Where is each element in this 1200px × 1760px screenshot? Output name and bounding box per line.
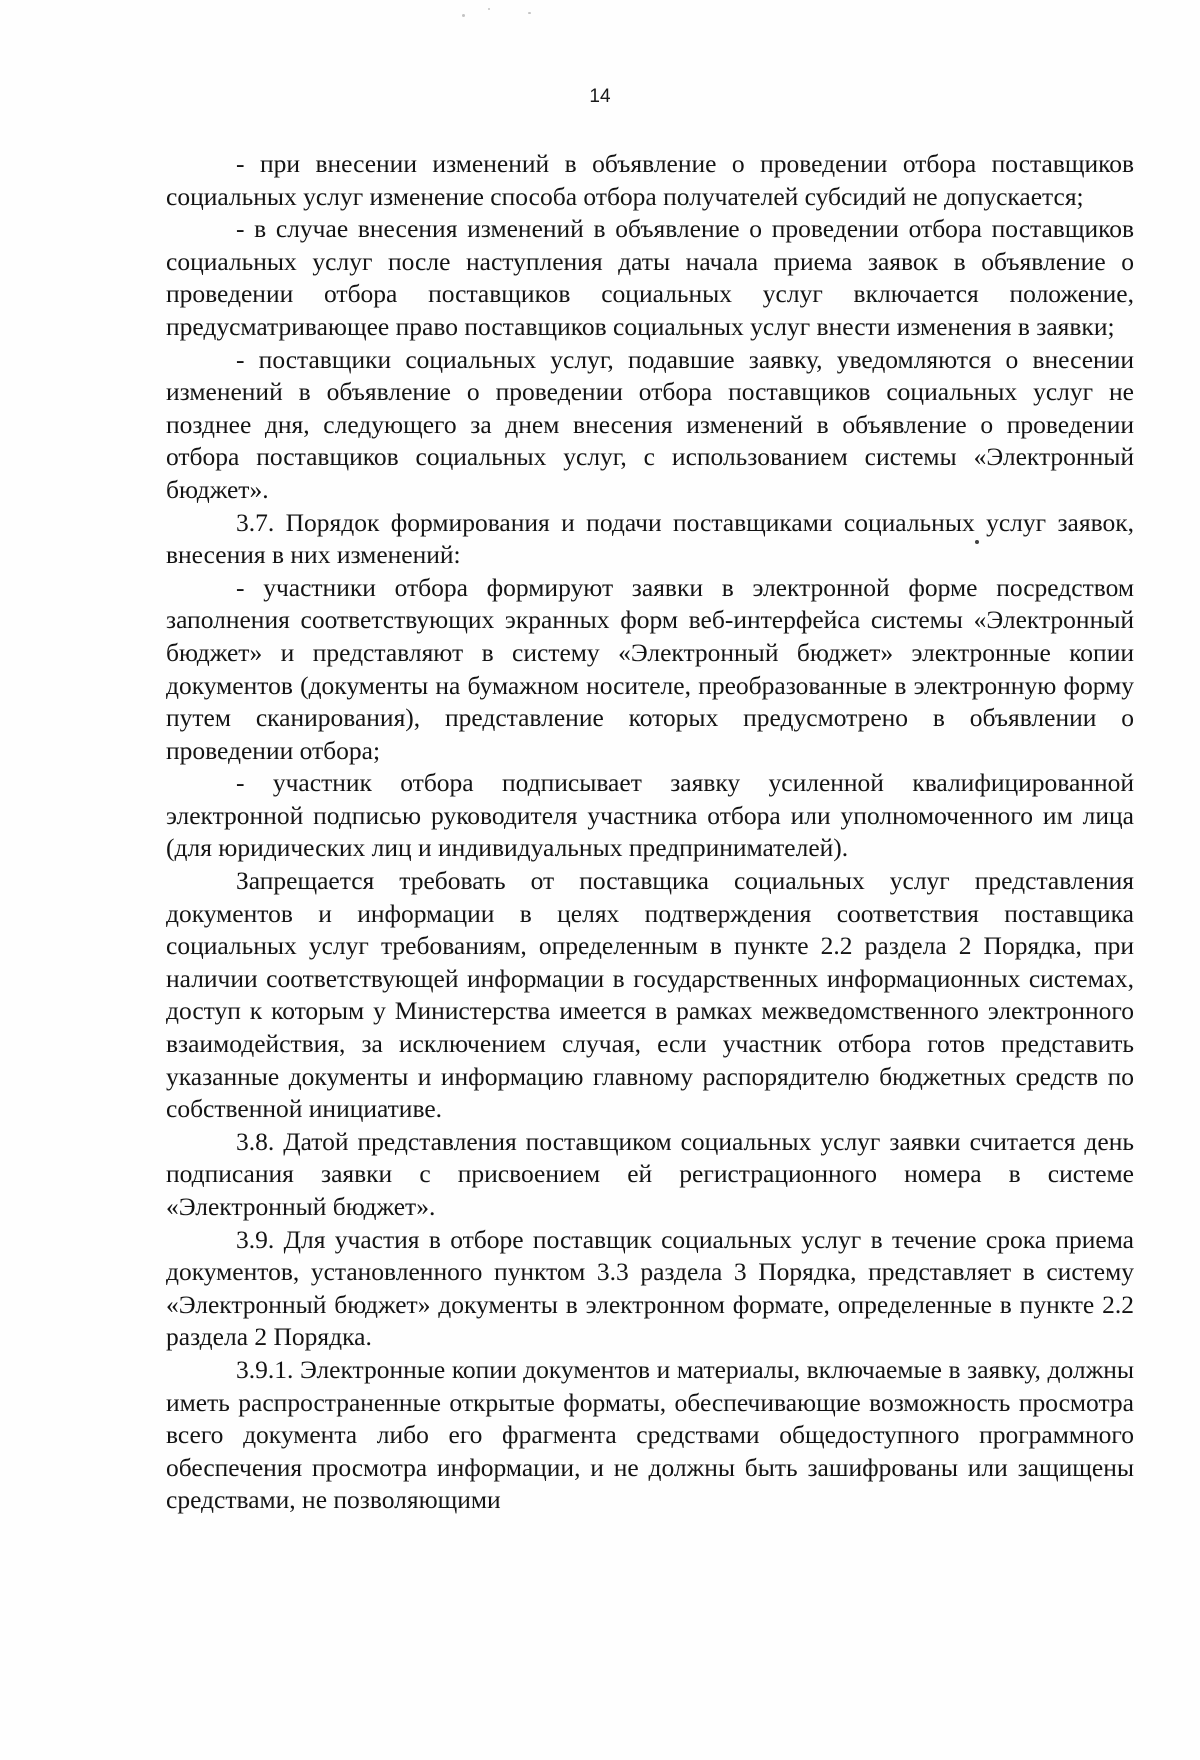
paragraph-bullet-no-method-change: - при внесении изменений в объявление о проведении отбора поставщиков социальных услуг изменение способа отбора получателей субсидий не допускается;: [166, 149, 1134, 211]
paragraph-bullet-changes-after-start: - в случае внесения изменений в объявление о проведении отбора поставщиков социальных услуг после наступления даты начала приема заявок в объявление о проведении отбора поставщиков социальных услуг включается положение, предусматривающее право поставщиков социальных услуг внести изменения в заявки;: [166, 214, 1134, 341]
scan-artifact: [488, 8, 490, 10]
paragraph-3-9: 3.9. Для участия в отборе поставщик социальных услуг в течение срока приема документов, установленного пунктом 3.3 раздела 3 Порядка, представляет в систему «Электронный бюджет» документы в электронном формате, определенные в пункте 2.2 раздела 2 Порядка.: [166, 1224, 1134, 1352]
document-body: [166, 148, 1134, 1517]
paragraph-3-7: 3.7. Порядок формирования и подачи поставщиками социальных услуг заявок, внесения в них изменений:: [166, 507, 1134, 570]
page-number: 14: [589, 86, 611, 107]
paragraph-prohibition: Запрещается требовать от поставщика социальных услуг представления документов и информации в целях подтверждения соответствия поставщика социальных услуг требованиям, определенным в пункте 2.2 раздела 2 Порядка, при наличии соответствующей информации в государственных информационных системах, доступ к которым у Министерства имеется в рамках межведомственного электронного взаимодействия, за исключением случая, если участник отбора готов представить указанные документы и информацию главному распорядителю бюджетных средств по собственной инициативе.: [166, 866, 1134, 1124]
paragraph-3-8: 3.8. Датой представления поставщиком социальных услуг заявки считается день подписания заявки с присвоением ей регистрационного номера в системе «Электронный бюджет».: [166, 1126, 1134, 1221]
scan-artifact: [528, 12, 531, 14]
paragraph-bullet-signature: - участник отбора подписывает заявку усиленной квалифицированной электронной подписью руководителя участника отбора или уполномоченного им лица (для юридических лиц и индивидуальных предпринимателей).: [166, 768, 1134, 863]
scan-artifact: [462, 14, 465, 17]
paragraph-3-9-1: 3.9.1. Электронные копии документов и материалы, включаемые в заявку, должны иметь распространенные открытые форматы, обеспечивающие возможность просмотра всего документа либо его фрагмента средствами общедоступного программного обеспечения просмотра информации, и не должны быть зашифрованы или защищены средствами, не позволяющими: [166, 1354, 1134, 1515]
paragraph-bullet-notification: - поставщики социальных услуг, подавшие заявку, уведомляются о внесении изменений в объявление о проведении отбора поставщиков социальных услуг не позднее дня, следующего за днем внесения изменений в объявление о проведении отбора поставщиков социальных услуг, с использованием системы «Электронный бюджет».: [166, 344, 1134, 504]
paragraph-bullet-form-application: - участники отбора формируют заявки в электронной форме посредством заполнения соответствующих экранных форм веб-интерфейса системы «Электронный бюджет» и представляют в систему «Электронный бюджет» электронные копии документов (документы на бумажном носителе, преобразованные в электронную форму путем сканирования), представление которых предусмотрено в объявлении о проведении отбора;: [166, 572, 1134, 765]
